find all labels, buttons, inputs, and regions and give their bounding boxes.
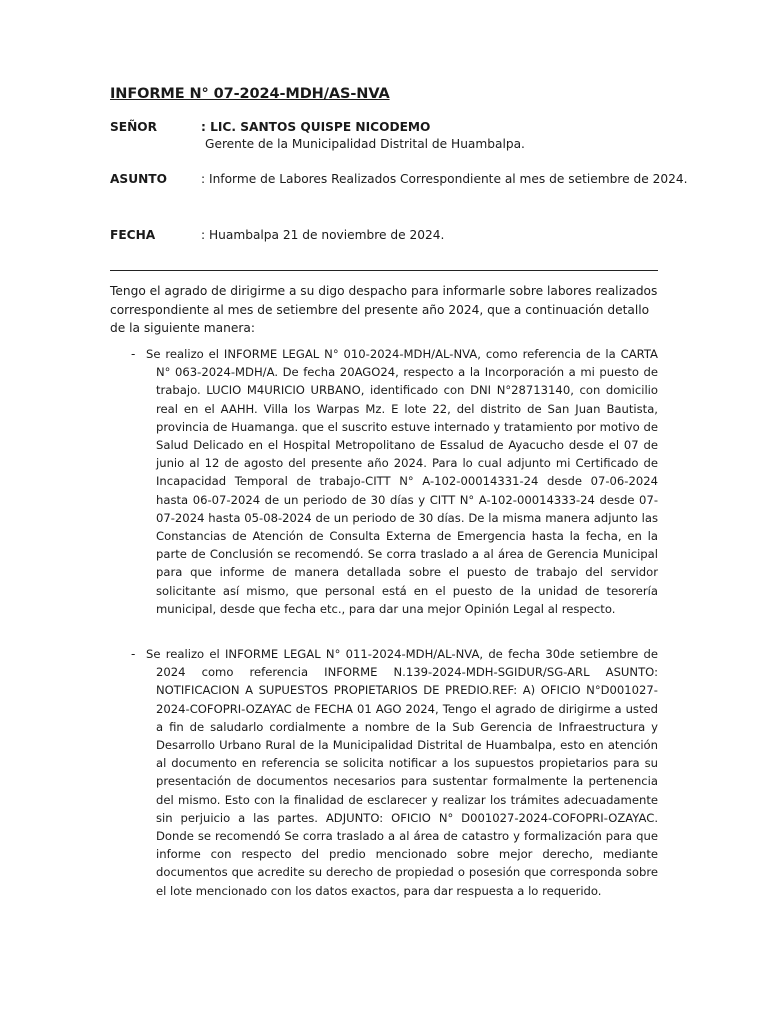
list-item — [131, 645, 658, 900]
list-item — [131, 345, 658, 618]
senor-value: : LIC. SANTOS QUISPE NICODEMO — [201, 120, 431, 134]
senor-label: SEÑOR — [110, 120, 158, 134]
document-title: INFORME N° 07-2024-MDH/AS-NVA — [110, 86, 390, 102]
list-item-text: Se realizo el INFORME LEGAL N° 011-2024-MDH/AL-NVA, de fecha 30de setiembre de 2024 como referencia INFORME N.139-2024-MDH-SGIDUR/SG-ARL ASUNTO: NOTIFICACION A SUPUESTOS PROPIETARIOS DE PREDIO.REF: A) OFICIO N°D001027-2024-COFOPRI-OZAYAC de FECHA 01 AGO 2024, Tengo el agrado de dirigirme a usted a fin de saludarlo cordialmente a nombre de la Sub Gerencia de Infraestructura y Desarrollo Urbano Rural de la Municipalidad Distrital de Huambalpa, esto en atención al documento en referencia se solicita notificar a los supuestos propietarios para su presentación de documentos necesarios para sustentar formalmente la pertenencia del mismo. Esto con la finalidad de esclarecer y realizar los trámites adecuadamente sin perjuicio a las partes. ADJUNTO: OFICIO N° D001027-2024-COFOPRI-OZAYAC. Donde se recomendó Se corra traslado a al área de catastro y formalización para que informe con respecto del predio mencionado sobre mejor derecho, mediante documentos que acredite su derecho de propiedad o posesión que corresponda sobre el lote mencionado con los datos exactos, para dar respuesta a lo requerido. — [146, 647, 658, 898]
fecha-label: FECHA — [110, 228, 156, 242]
list-bullet: - — [131, 647, 136, 661]
list-bullet: - — [131, 347, 136, 361]
header-divider — [110, 270, 658, 271]
list-item-text: Se realizo el INFORME LEGAL N° 010-2024-MDH/AL-NVA, como referencia de la CARTA N° 063-2024-MDH/A. De fecha 20AGO24, respecto a la Incorporación a mi puesto de trabajo. LUCIO M4URICIO URBANO, identificado con DNI N°28713140, con domicilio real en el AAHH. Villa los Warpas Mz. E lote 22, del distrito de San Juan Bautista, provincia de Huamanga. que el suscrito estuve internado y tratamiento por motivo de Salud Delicado en el Hospital Metropolitano de Essalud de Ayacucho desde el 07 de junio al 12 de agosto del presente año 2024. Para lo cual adjunto mi Certificado de Incapacidad Temporal de trabajo-CITT N° A-102-00014331-24 desde 07-06-2024 hasta 06-07-2024 de un periodo de 30 días y CITT N° A-102-00014333-24 desde 07-07-2024 hasta 05-08-2024 de un periodo de 30 días. De la misma manera adjunto las Constancias de Atención de Consulta Externa de Emergencia hasta la fecha, en la parte de Conclusión se recomendó. Se corra traslado a al área de Gerencia Municipal para que informe de manera detallada sobre el puesto de trabajo del servidor solicitante así mismo, que personal está en el puesto de la unidad de tesorería municipal, desde que fecha etc., para dar una mejor Opinión Legal al respecto. — [146, 347, 658, 616]
intro-paragraph: Tengo el agrado de dirigirme a su digo despacho para informarle sobre labores realizados correspondiente al mes de setiembre del presente año 2024, que a continuación detallo de la siguiente manera: — [110, 284, 658, 335]
asunto-label: ASUNTO — [110, 172, 167, 186]
asunto-value: : Informe de Labores Realizados Correspondiente al mes de setiembre de 2024. — [201, 172, 688, 186]
fecha-value: : Huambalpa 21 de noviembre de 2024. — [201, 228, 445, 242]
senor-subvalue: Gerente de la Municipalidad Distrital de Huambalpa. — [205, 137, 525, 151]
